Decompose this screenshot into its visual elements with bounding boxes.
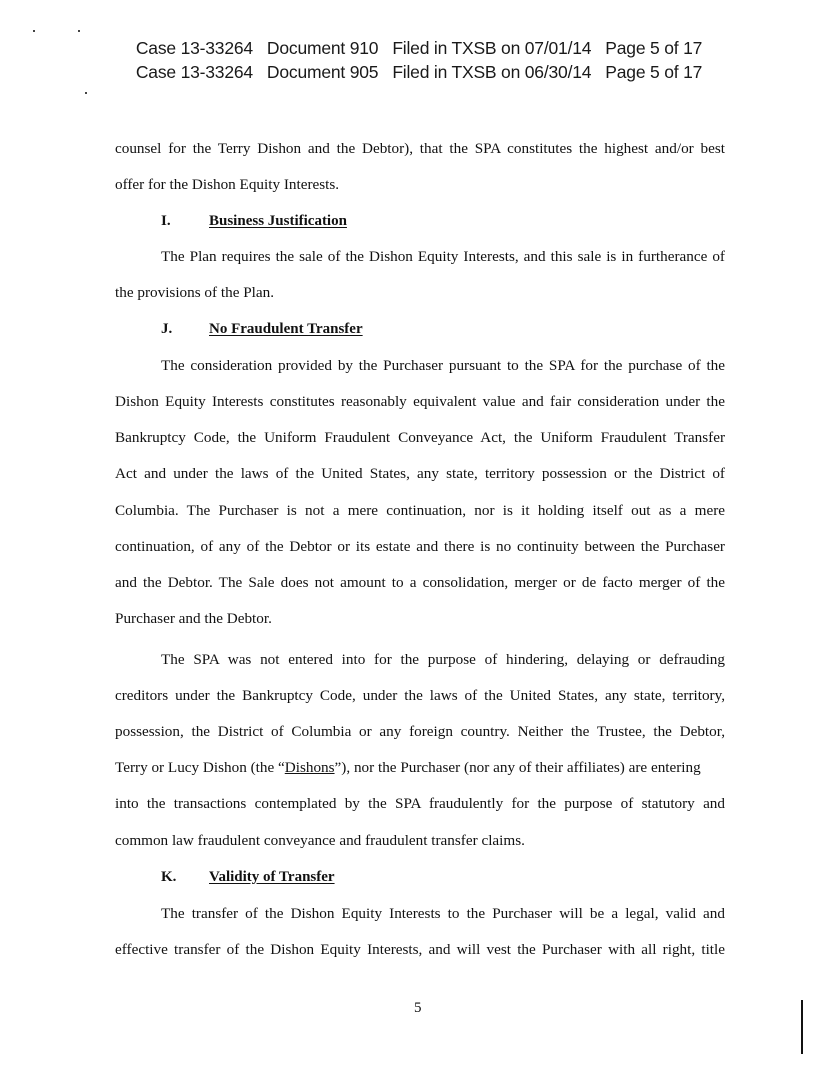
body-line: continuation, of any of the Debtor or its estate and there is no continuity between the Purchaser — [115, 538, 725, 555]
body-line: Act and under the laws of the United States, any state, territory possession or the District of — [115, 465, 725, 482]
body-line: Bankruptcy Code, the Uniform Fraudulent Conveyance Act, the Uniform Fraudulent Transfer — [115, 429, 725, 446]
text-run: ”), nor the Purchaser (nor any of their affiliates) are entering — [334, 759, 701, 776]
body-line: effective transfer of the Dishon Equity Interests, and will vest the Purchaser with all right, title — [115, 941, 725, 958]
scan-speck — [78, 30, 80, 32]
body-line: offer for the Dishon Equity Interests. — [115, 176, 340, 193]
section-number: K. — [161, 869, 177, 885]
filing-stamp-overlay: Case 13-33264 Document 910 Filed in TXSB on 07/01/14 Page 5 of 17 — [135, 38, 703, 58]
body-line — [115, 759, 725, 777]
body-line: The transfer of the Dishon Equity Interests to the Purchaser will be a legal, valid and — [161, 905, 725, 922]
body-line: The Plan requires the sale of the Dishon Equity Interests, and this sale is in furtherance of — [161, 248, 725, 265]
text-run: Terry or Lucy Dishon (the “ — [115, 759, 285, 776]
section-number: J. — [161, 321, 173, 337]
body-line: Dishon Equity Interests constitutes reasonably equivalent value and fair consideration under the — [115, 393, 725, 410]
section-heading-i — [161, 212, 347, 230]
body-line: counsel for the Terry Dishon and the Debtor), that the SPA constitutes the highest and/or best — [115, 140, 725, 157]
section-number: I. — [161, 213, 171, 229]
body-line: into the transactions contemplated by the SPA fraudulently for the purpose of statutory and — [115, 795, 725, 812]
page-number: 5 — [414, 1000, 422, 1016]
body-line: the provisions of the Plan. — [115, 284, 275, 301]
scan-speck — [85, 92, 87, 94]
section-title: Validity of Transfer — [209, 869, 335, 885]
body-line: and the Debtor. The Sale does not amount to a consolidation, merger or de facto merger of the — [115, 574, 725, 591]
defined-term-dishons: Dishons — [284, 759, 335, 776]
section-title: Business Justification — [209, 213, 347, 229]
body-line: creditors under the Bankruptcy Code, under the laws of the United States, any state, territory, — [115, 687, 725, 704]
body-line: The SPA was not entered into for the purpose of hindering, delaying or defrauding — [161, 651, 725, 668]
body-line: Purchaser and the Debtor. — [115, 610, 272, 627]
body-line: The consideration provided by the Purchaser pursuant to the SPA for the purchase of the — [161, 357, 725, 374]
margin-bar — [801, 1000, 803, 1054]
section-heading-k — [161, 868, 335, 886]
body-line: possession, the District of Columbia or any foreign country. Neither the Trustee, the Debtor, — [115, 723, 725, 740]
section-title: No Fraudulent Transfer — [209, 321, 363, 337]
filing-stamp-original: Case 13-33264 Document 905 Filed in TXSB on 06/30/14 Page 5 of 17 — [135, 62, 703, 82]
section-heading-j — [161, 320, 363, 338]
body-line: common law fraudulent conveyance and fraudulent transfer claims. — [115, 832, 525, 849]
scan-speck — [33, 30, 35, 32]
body-line: Columbia. The Purchaser is not a mere continuation, nor is it holding itself out as a mere — [115, 502, 725, 519]
text-run — [115, 759, 701, 777]
